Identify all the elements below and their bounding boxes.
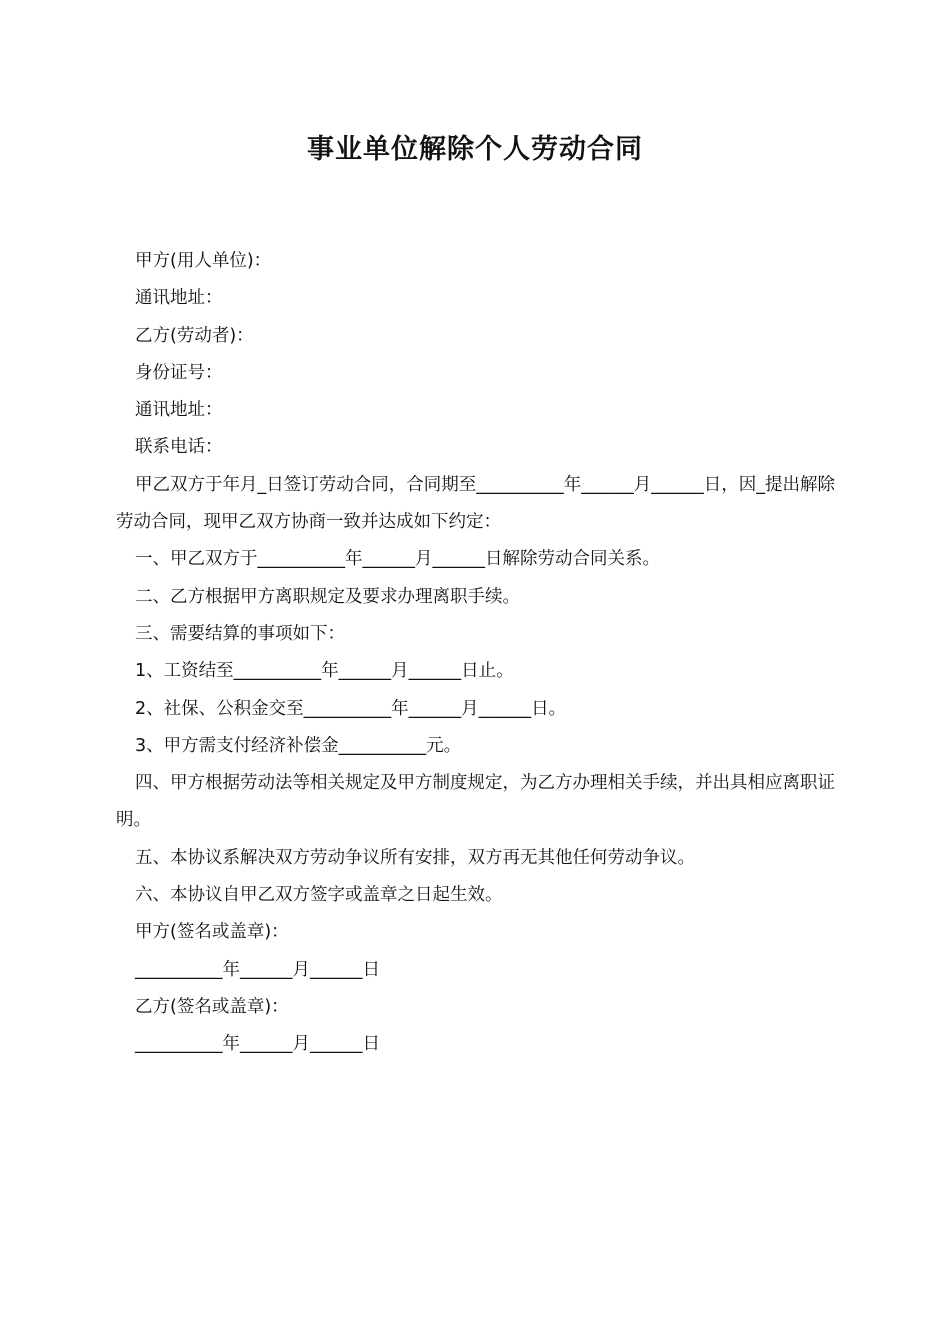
party-b-label: 乙方(劳动者)：: [135, 325, 254, 346]
clause-5: 五、本协议系解决双方劳动争议所有安排，双方再无其他任何劳动争议。: [135, 847, 695, 868]
document-title: 事业单位解除个人劳动合同: [307, 134, 643, 165]
clause-2: 二、乙方根据甲方离职规定及要求办理离职手续。: [135, 586, 520, 607]
party-b-signature-label: 乙方(签名或盖章)：: [135, 996, 289, 1017]
clause-1: 一、甲乙双方于__________年______月______日解除劳动合同关系。: [135, 549, 660, 570]
party-b-signature-date: __________年______月______日: [135, 1034, 380, 1055]
party-a-signature-date: __________年______月______日: [135, 959, 380, 980]
preamble-paragraph: 甲乙双方于年月_日签订劳动合同，合同期至__________年______月______日，因_提出解除劳动合同，现甲乙双方协商一致并达成如下约定：: [116, 474, 835, 533]
clause-4: 四、甲方根据劳动法等相关规定及甲方制度规定，为乙方办理相关手续，并出具相应离职证明。: [116, 773, 835, 831]
party-a-address-label: 通讯地址：: [135, 288, 223, 309]
clause-3-item-2: 2、社保、公积金交至__________年______月______日。: [135, 698, 567, 719]
party-a-label: 甲方(用人单位)：: [135, 251, 272, 271]
phone-label: 联系电话：: [135, 437, 223, 458]
clause-6: 六、本协议自甲乙双方签字或盖章之日起生效。: [135, 885, 503, 906]
party-a-signature-label: 甲方(签名或盖章)：: [135, 922, 289, 943]
id-number-label: 身份证号：: [135, 362, 223, 383]
clause-3-item-1: 1、工资结至__________年______月______日止。: [135, 661, 514, 682]
clause-3: 三、需要结算的事项如下：: [135, 623, 345, 644]
document-body: [116, 243, 836, 1064]
clause-3-item-3: 3、甲方需支付经济补偿金__________元。: [135, 735, 462, 756]
party-b-address-label: 通讯地址：: [135, 400, 223, 421]
